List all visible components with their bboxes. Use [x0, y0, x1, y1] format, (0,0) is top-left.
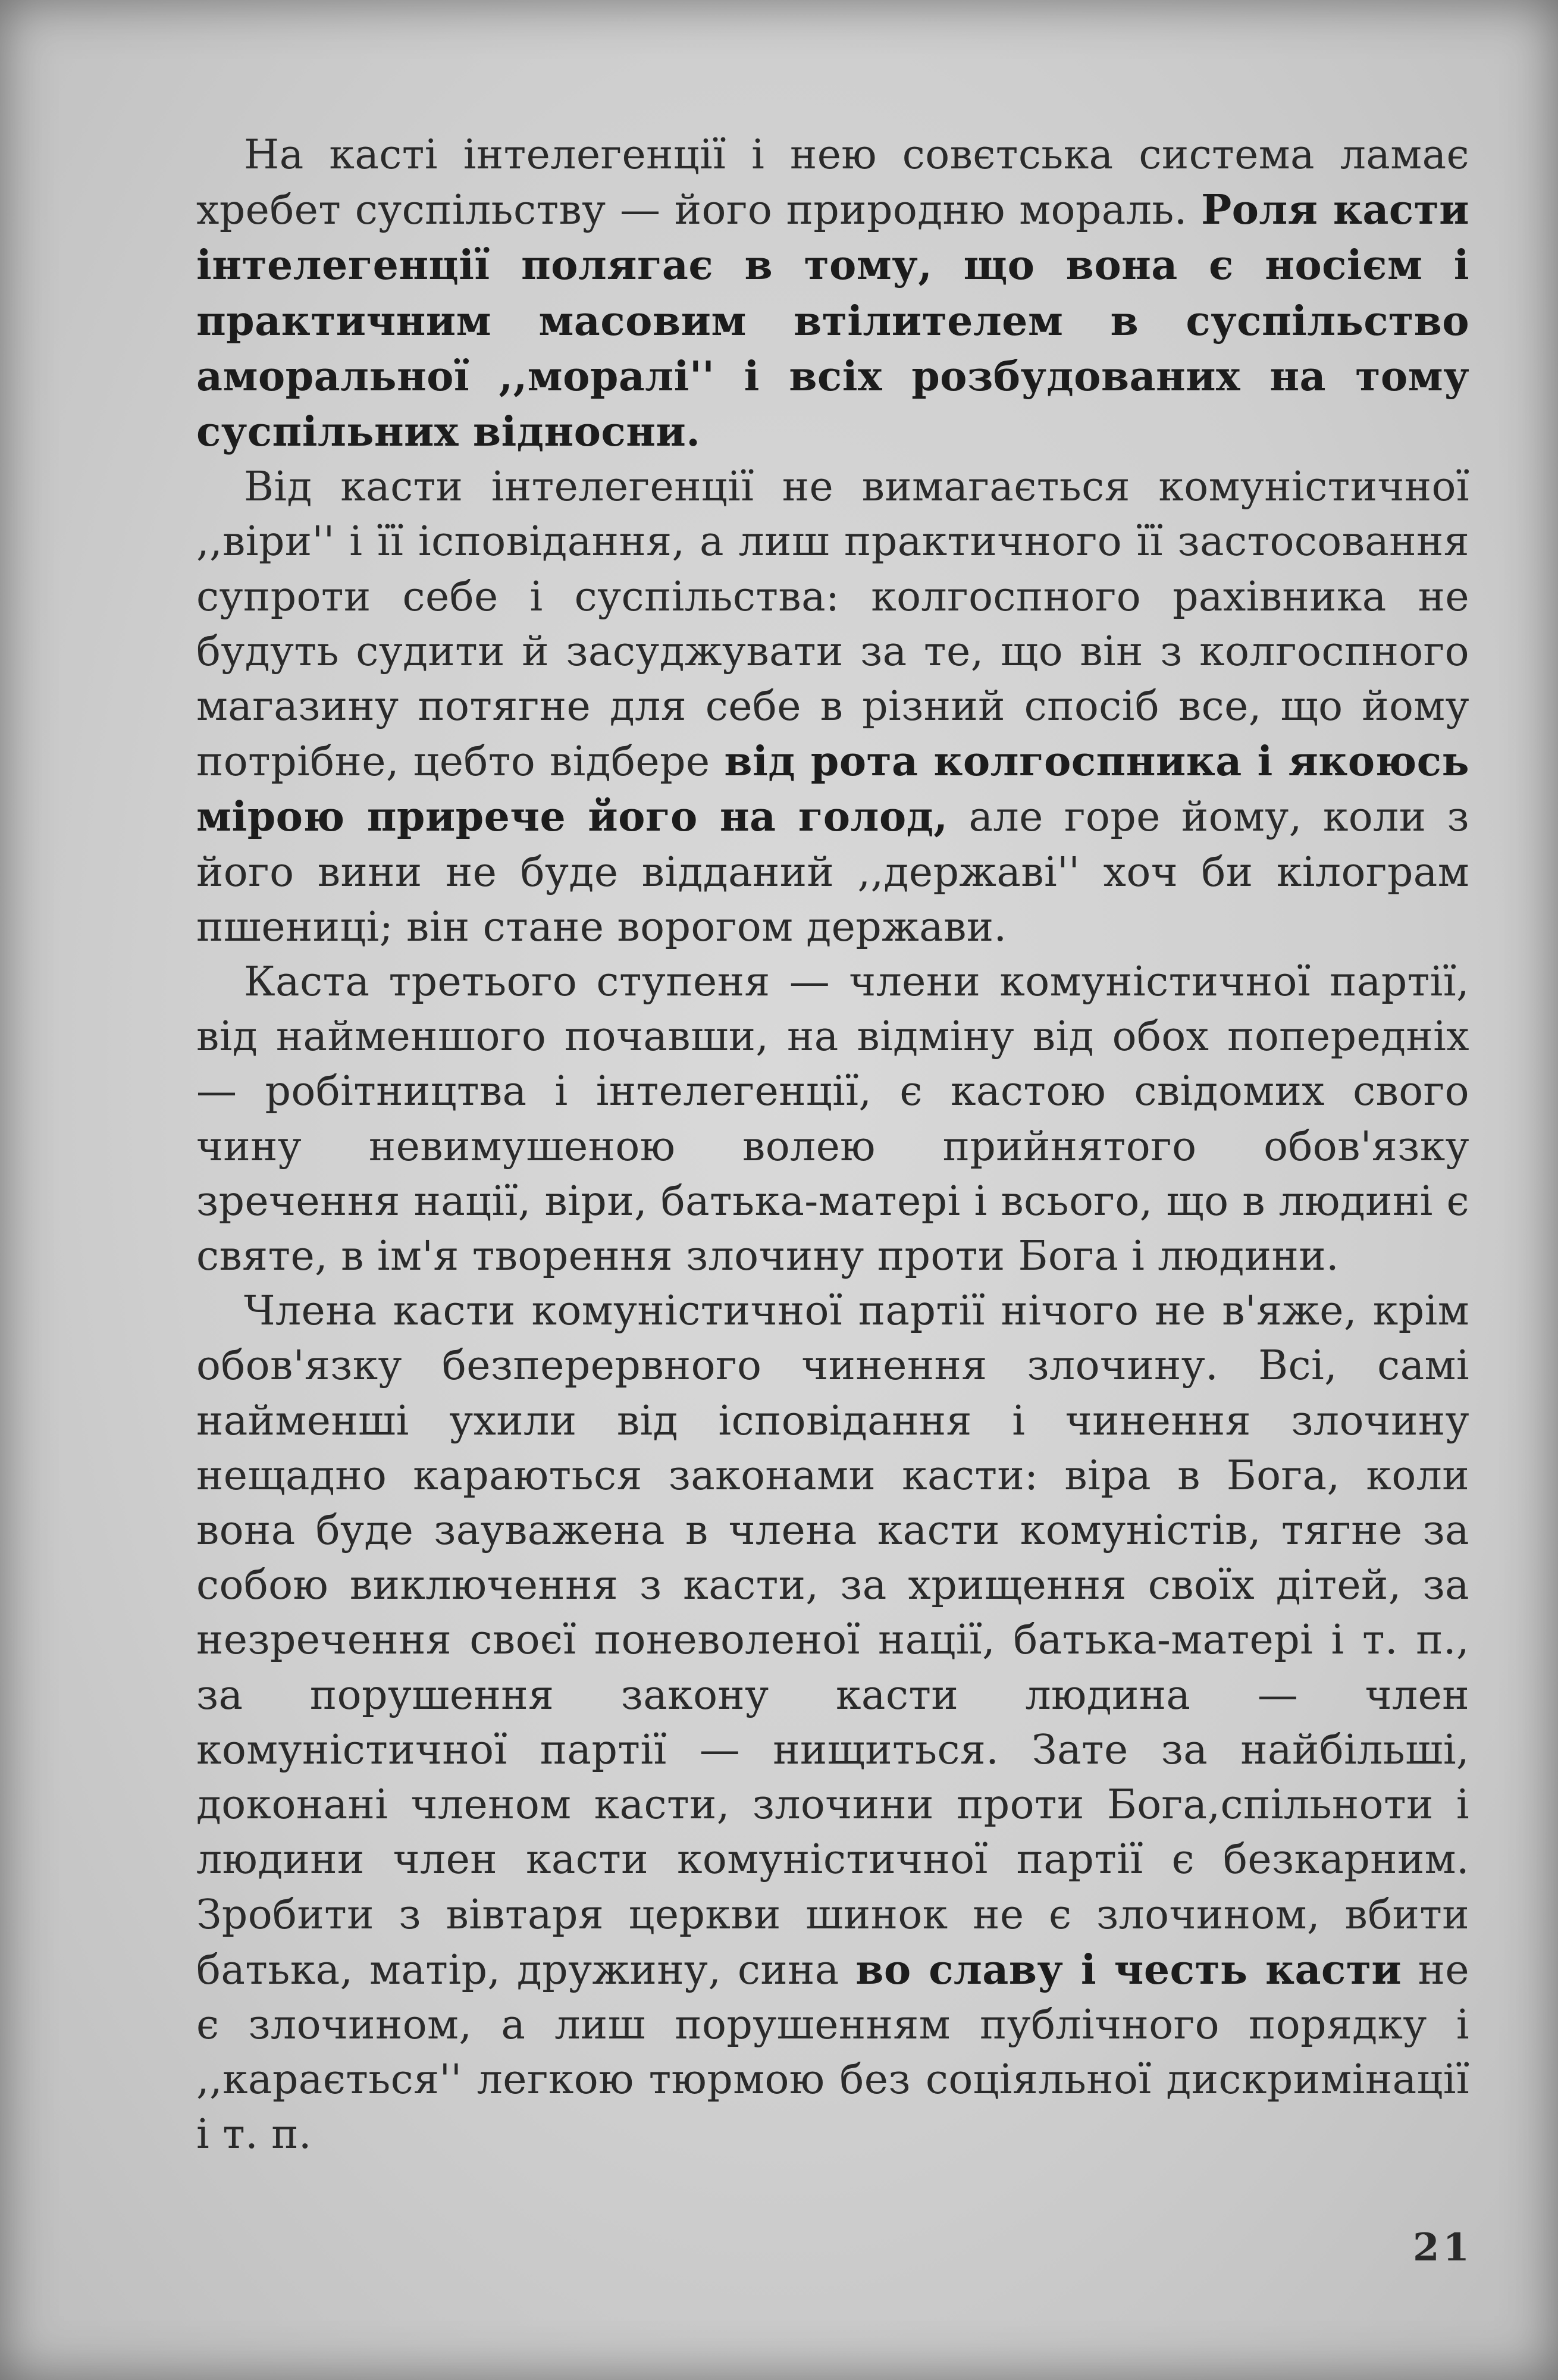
text-run: але горе йому, коли з його вини не буде відданий ,,державі'' хоч би кілограм пшениці; він стане ворогом держави. [196, 794, 1469, 951]
paragraph [196, 955, 1469, 1284]
text-run: Від касти інтелегенції не вимагається комуністичної ,,віри'' і її ісповідання, а лиш практичного її застосовання супроти себе і суспільства: колгоспного рахівника не будуть судити й засуджувати за те, що він з колгоспного магазину потягне для себе в різний спосіб все, що йому потрібне, цебто відбере [196, 464, 1469, 786]
text-run: Члена касти комуністичної партії нічого не в'яже, крім обов'язку безперервного чинення злочину. Всі, самі найменші ухили від ісповідання і чинення злочину нещадно караються законами касти: віра в Бога, коли вона буде зауважена в члена касти комуністів, тягне за собою виключення з касти, за хрищення своїх дітей, за незречення своєї поневоленої нації, батька-матері і т. п., за порушення закону касти людина — член комуністичної партії — нищиться. Зате за найбільші, доконані членом касти, злочини проти Бога,спільноти і людини член касти комуністичної партії є безкарним. Зробити з вівтаря церкви шинок не є злочином, вбити батька, матір, дружину, сина [196, 1288, 1469, 1994]
bold-text-run: від рота колгоспника і якоюсь мірою приречe його на голод, [196, 738, 1469, 841]
text-run: На касті інтелегенції і нею совєтська система ламає хребет суспільству — його природню мораль. [196, 131, 1469, 234]
page-number: 21 [1413, 2225, 1474, 2270]
paragraph [196, 1284, 1469, 2162]
paragraph [196, 128, 1469, 460]
bold-text-run: Роля касти інтелегенції полягає в тому, що вона є носієм і практичним масовим втілителем в суспільство аморальної ,,моралі'' і всіх розбудованих на тому суспільних відносни. [196, 186, 1469, 456]
bold-text-run: во славу і честь касти [855, 1946, 1402, 1994]
text-run: не є злочином, а лиш порушенням публічного порядку і ,,карається'' легкою тюрмою без соціяльної дискримінації і т. п. [196, 1946, 1469, 2159]
paragraph [196, 460, 1469, 955]
text-run: Каста третього ступеня — члени комуністичної партії, від найменшого почавши, на відміну від обох попередніх — робітництва і інтелегенції, є кастою свідомих свого чину невимушеною волею прийнятого обов'язку зречення нації, віри, батька-матері і всього, що в людині є святе, в ім'я творення злочину проти Бога і людини. [196, 959, 1469, 1280]
body-text [196, 128, 1469, 2163]
